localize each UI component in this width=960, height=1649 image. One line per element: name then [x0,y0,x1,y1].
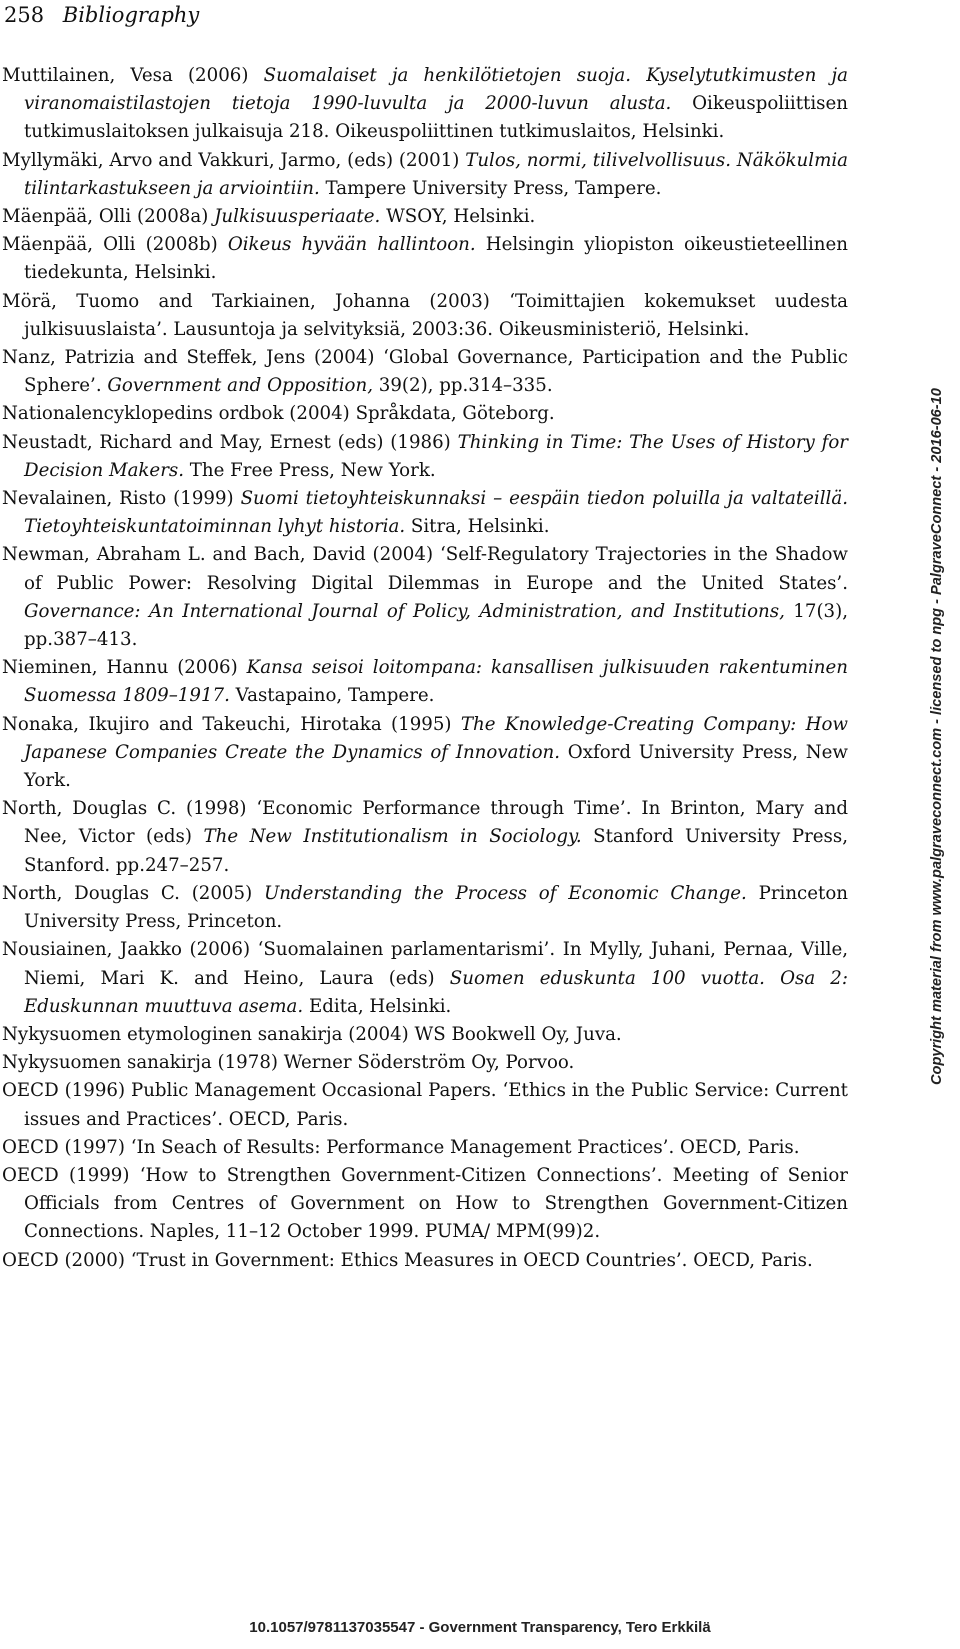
entry-text: Oxford University Press, New York. [24,741,848,792]
entry-text: OECD (1997) ‘In Seach of Results: Performance Management Practices’. OECD, Paris. [2,1136,800,1158]
entry-text: Edita, Helsinki. [303,995,452,1017]
entry-text: Nationalencyklopedins ordbok (2004) Språkdata, Göteborg. [2,403,555,425]
entry-title: Suomen eduskunta 100 vuotta. Osa 2: Eduskunnan muuttuva asema. [24,967,848,1017]
bibliography-entry [2,1049,848,1077]
entry-text: Nykysuomen sanakirja (1978) Werner Söderström Oy, Porvoo. [2,1052,575,1074]
entry-text: Newman, Abraham L. and Bach, David (2004) ‘Self-Regulatory Trajectories in the Shadow of Public Power: Resolving Digital Dilemmas in Europe and the United States’. [2,544,848,594]
bibliography-entry [2,1247,848,1275]
entry-title: Governance: An International Journal of Policy, Administration, and Institutions, [24,600,785,622]
entry-title: Government and Opposition, [107,375,373,397]
entry-title: Suomi tietoyhteiskunnaksi – eespäin tiedon poluilla ja valtateillä. Tietoyhteiskuntatoiminnan lyhyt historia. [24,488,848,538]
footer-doi: 10.1057/9781137035547 - Government Transparency, Tero Erkkilä [249,1619,711,1636]
entry-text: OECD (2000) ‘Trust in Government: Ethics Measures in OECD Countries’. OECD, Paris. [2,1249,813,1271]
bibliography-entry [2,1077,848,1133]
entry-text: Nousiainen, Jaakko (2006) ‘Suomalainen parlamentarismi’. In Mylly, Juhani, Pernaa, Ville, Niemi, Mari K. and Heino, Laura (eds) [2,939,848,989]
entry-text: Nanz, Patrizia and Steffek, Jens (2004) ‘Global Governance, Participation and the Public Sphere’. [2,347,848,397]
bibliography-entry [2,1021,848,1049]
entry-text: Nykysuomen etymologinen sanakirja (2004) WS Bookwell Oy, Juva. [2,1023,622,1045]
entry-text: 39(2), pp.314–335. [372,375,553,397]
bibliography-entry [2,62,848,147]
entry-text: Mörä, Tuomo and Tarkiainen, Johanna (2003) ‘Toimittajien kokemukset uudesta julkisuuslaista’. Lausuntoja ja selvityksiä, 2003:36. Oikeusministeriö, Helsinki. [2,290,848,340]
entry-text: Mäenpää, Olli (2008b) [2,234,228,256]
entry-text: WSOY, Helsinki. [380,206,536,228]
bibliography-entry [2,880,848,936]
entry-text: Mäenpää, Olli (2008a) [2,206,215,228]
bibliography-entry [2,400,848,428]
entry-title: Understanding the Process of Economic Change. [263,882,747,904]
bibliography-entry [2,1134,848,1162]
bibliography-entry [2,654,848,710]
entry-title: The New Institutionalism in Sociology. [203,826,582,848]
entry-text: OECD (1999) ‘How to Strengthen Government-Citizen Connections’. Meeting of Senior Officials from Centres of Government on How to Strengthen Government-Citizen Connections. Naples, 11–12 October 1999. PUMA/ MPM(99)2. [2,1164,848,1243]
entry-text: The Free Press, New York. [184,459,436,481]
bibliography-entry [2,344,848,400]
entry-text: Nieminen, Hannu (2006) [2,657,247,679]
entry-title: Julkisuusperiaate. [214,206,381,228]
bibliography-entry [2,231,848,287]
copyright-sidebar: Copyright material from www.palgraveconnect.com - licensed to npg - PalgraveConnect - 2016-06-10 [929,388,945,1085]
running-title: Bibliography [62,3,200,27]
entry-text: Helsingin yliopiston oikeustieteellinen tiedekunta, Helsinki. [24,234,848,284]
bibliography-entry [2,795,848,880]
entry-text: OECD (1996) Public Management Occasional Papers. ‘Ethics in the Public Service: Current issues and Practices’. OECD, Paris. [2,1080,848,1130]
entry-text: Oikeuspoliittisen tutkimuslaitoksen julkaisuja 218. Oikeuspoliittinen tutkimuslaitos, Helsinki. [24,93,848,143]
bibliography-entry [2,288,848,344]
running-header [4,0,199,30]
bibliography-entry [2,711,848,796]
entry-text: North, Douglas C. (2005) [2,882,264,904]
entry-text: Stanford University Press, Stanford. pp.247–257. [24,826,848,876]
entry-title: The Knowledge-Creating Company: How Japanese Companies Create the Dynamics of Innovation. [24,713,848,763]
entry-title: Oikeus hyvään hallintoon. [227,234,476,256]
entry-text: Myllymäki, Arvo and Vakkuri, Jarmo, (eds) (2001) [2,149,466,171]
bibliography-entry [2,485,848,541]
entry-text: Princeton University Press, Princeton. [24,882,848,933]
bibliography-entry [2,1162,848,1247]
bibliography-entry [2,429,848,485]
entry-text: Tampere University Press, Tampere. [319,177,662,199]
entry-text: Nevalainen, Risto (1999) [2,488,241,510]
entry-text: Muttilainen, Vesa (2006) [2,65,264,86]
entry-text: Nonaka, Ikujiro and Takeuchi, Hirotaka (1995) [2,713,461,735]
entry-text: Vastapaino, Tampere. [229,685,435,707]
entry-text: 17(3), pp.387–413. [24,600,848,651]
bibliography-entry [2,147,848,203]
entry-text: Sitra, Helsinki. [405,516,550,538]
bibliography-entry [2,203,848,231]
bibliography-entry [2,936,848,1021]
entry-title: Tulos, normi, tilivelvollisuus. Näkökulmia tilintarkastukseen ja arviointiin. [24,149,848,199]
entry-title: Thinking in Time: The Uses of History for Decision Makers. [24,431,848,481]
entry-title: Suomalaiset ja henkilötietojen suoja. Kyselytutkimusten ja viranomaistilastojen tietoja 1990-luvulta ja 2000-luvun alusta. [24,65,848,115]
entry-text: North, Douglas C. (1998) ‘Economic Performance through Time’. In Brinton, Mary and Nee, Victor (eds) [2,798,848,848]
entry-title: Kansa seisoi loitompana: kansallisen julkisuuden rakentuminen Suomessa 1809–1917. [24,657,848,707]
page-number: 258 [4,3,45,27]
entry-text: Neustadt, Richard and May, Ernest (eds) (1986) [2,431,458,453]
bibliography-entry [2,541,848,654]
bibliography-list [2,62,848,1275]
